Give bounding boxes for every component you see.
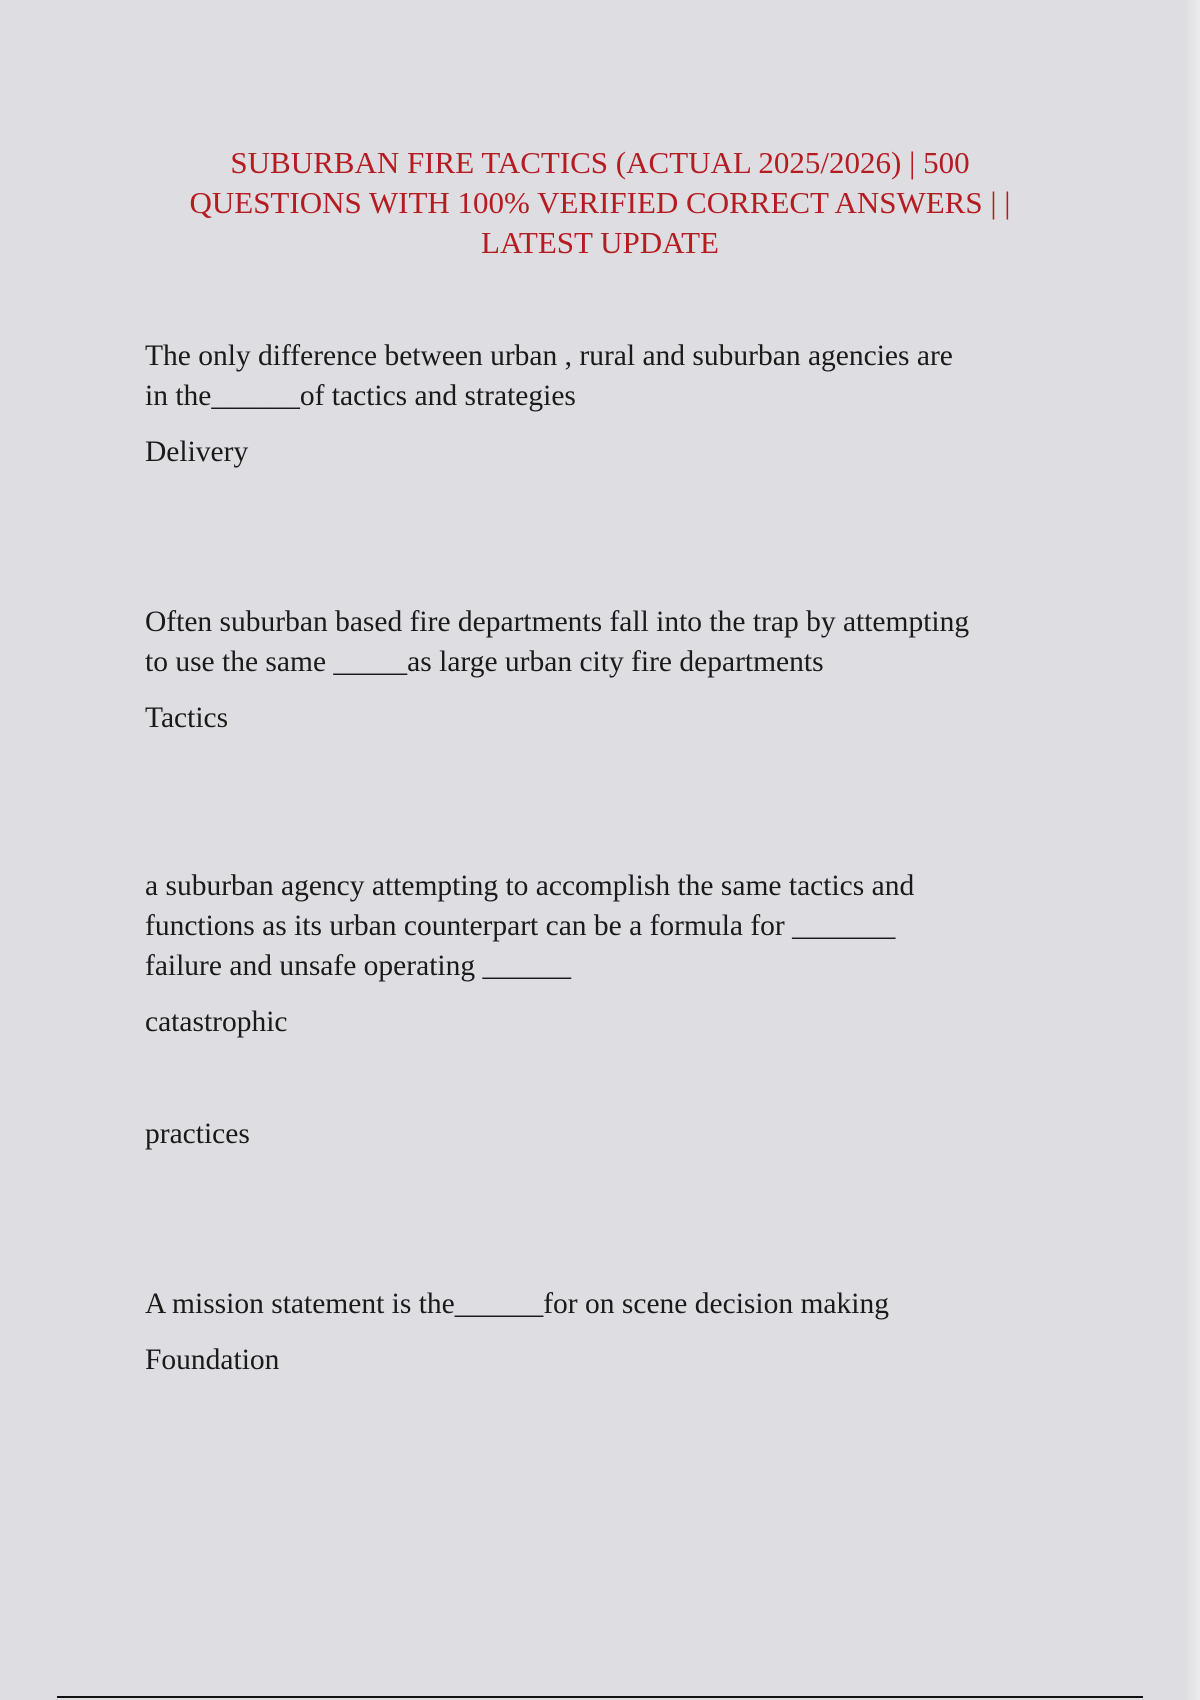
title-line: SUBURBAN FIRE TACTICS (ACTUAL 2025/2026) | 500 — [230, 145, 970, 180]
answer-text: Foundation — [145, 1344, 280, 1376]
qa-item-4 — [145, 1284, 1065, 1380]
title-line: LATEST UPDATE — [481, 225, 719, 260]
question-line: Often suburban based fire departments fall into the trap by attempting — [145, 606, 970, 638]
bottom-divider — [57, 1696, 1143, 1698]
document-title — [150, 143, 1050, 263]
qa-item-1 — [145, 336, 1065, 472]
answer-text: Tactics — [145, 702, 229, 734]
question-line: functions as its urban counterpart can be a formula for _______ — [145, 910, 896, 942]
question-text — [145, 866, 1065, 986]
question-line: a suburban agency attempting to accomplish the same tactics and — [145, 870, 915, 902]
question-line: The only difference between urban , rural and suburban agencies are — [145, 340, 953, 372]
question-text — [145, 336, 1065, 416]
question-line: in the______of tactics and strategies — [145, 380, 576, 412]
answer-text: catastrophic — [145, 1006, 288, 1038]
question-line: failure and unsafe operating ______ — [145, 950, 571, 982]
answer-text: practices — [145, 1118, 250, 1150]
question-text — [145, 602, 1065, 682]
question-line: A mission statement is the______for on scene decision making — [145, 1288, 889, 1320]
qa-item-2 — [145, 602, 1065, 738]
title-line: QUESTIONS WITH 100% VERIFIED CORRECT ANSWERS | | — [189, 185, 1011, 220]
qa-item-3 — [145, 866, 1065, 1154]
question-text — [145, 1284, 1065, 1324]
page-edge-shade — [1184, 0, 1200, 1700]
question-line: to use the same _____as large urban city fire departments — [145, 646, 824, 678]
answer-text: Delivery — [145, 436, 249, 468]
